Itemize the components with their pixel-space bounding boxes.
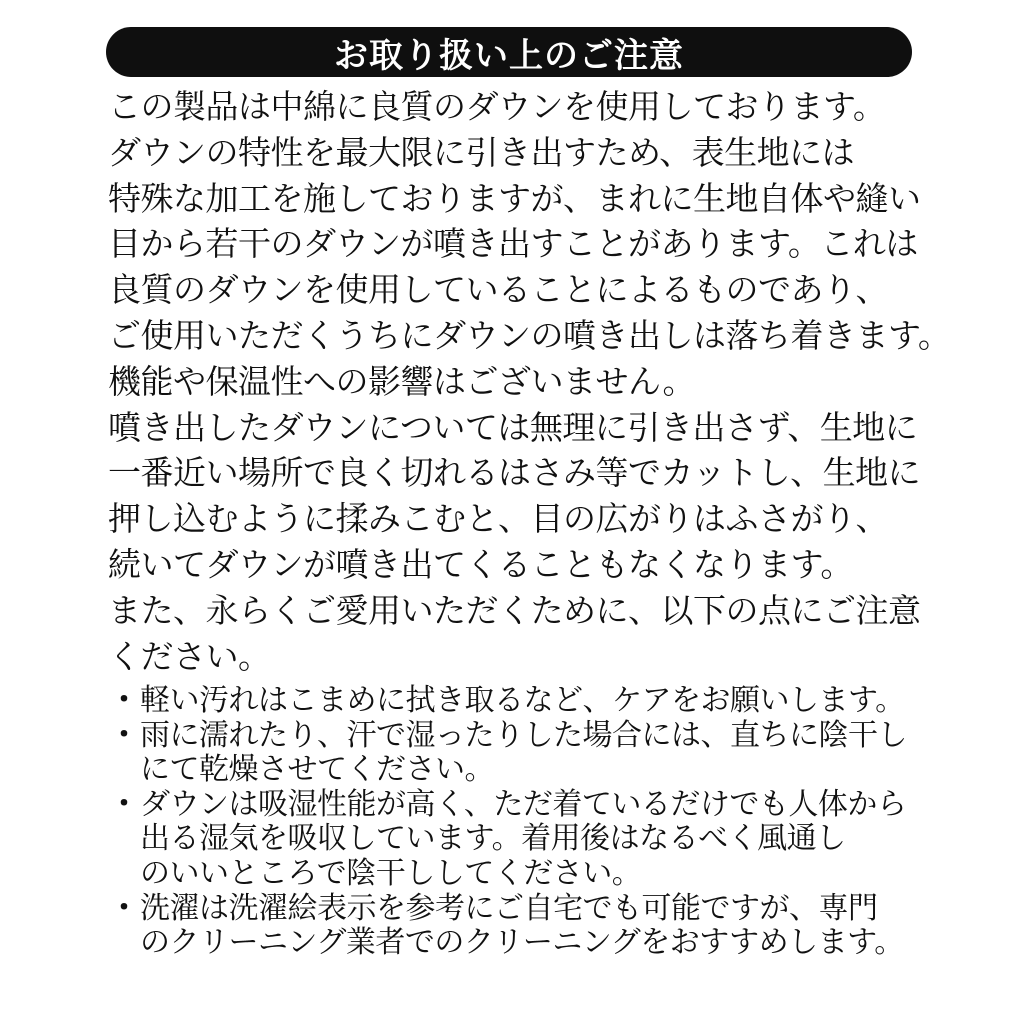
bullet-mark: ・ — [109, 683, 139, 718]
intro-line: 特殊な加工を施しておりますが、まれに生地自体や縫い — [108, 178, 921, 218]
note-line: ダウンは吸湿性能が高く、ただ着ているだけでも人体から — [140, 786, 907, 822]
note-line: 雨に濡れたり、汗で湿ったりした場合には、直ちに陰干し — [140, 717, 907, 753]
note-text — [140, 684, 938, 719]
intro-line: 押し込むように揉みこむと、目の広がりはふさがり、 — [108, 499, 888, 539]
bullet-mark: ・ — [109, 786, 139, 822]
page-title: お取り扱い上のご注意 — [334, 35, 684, 76]
intro-line: 目から若干のダウンが噴き出すことがあります。これは — [108, 224, 918, 264]
intro-line: 噴き出したダウンについては無理に引き出さず、生地に — [108, 407, 918, 447]
intro-line: ください。 — [108, 636, 271, 676]
title-banner — [106, 27, 912, 77]
intro-line: この製品は中綿に良質のダウンを使用しております。 — [108, 87, 886, 126]
note-text — [140, 788, 938, 892]
list-item — [108, 788, 938, 892]
list-item — [108, 684, 938, 719]
intro-line: 機能や保温性への影響はございません。 — [108, 361, 695, 401]
list-item — [108, 892, 938, 961]
note-line: にて乾燥させてください。 — [140, 752, 494, 788]
note-text — [140, 892, 938, 961]
note-text — [140, 719, 938, 788]
intro-paragraph — [108, 84, 951, 679]
bullet-mark: ・ — [109, 890, 139, 926]
intro-line: 続いてダウンが噴き出てくることもなくなります。 — [108, 544, 853, 584]
intro-line: ご使用いただくうちにダウンの噴き出しは落ち着きます。 — [108, 315, 951, 355]
bullet-mark: ・ — [109, 717, 139, 753]
note-line: 軽い汚れはこまめに拭き取るなど、ケアをお願いします。 — [140, 683, 905, 718]
intro-line: 一番近い場所で良く切れるはさみ等でカットし、生地に — [108, 453, 921, 493]
care-notes-list — [108, 684, 938, 961]
intro-line: ダウンの特性を最大限に引き出すため、表生地には — [108, 132, 855, 172]
note-line: 出る湿気を吸収しています。着用後はなるべく風通し — [140, 821, 846, 857]
note-line: のクリーニング業者でのクリーニングをおすすめします。 — [140, 925, 904, 961]
note-line: のいいところで陰干ししてください。 — [140, 855, 642, 891]
intro-line: 良質のダウンを使用していることによるものであり、 — [108, 270, 888, 310]
note-line: 洗濯は洗濯絵表示を参考にご自宅でも可能ですが、専門 — [140, 890, 878, 926]
list-item — [108, 719, 938, 788]
intro-line: また、永らくご愛用いただくために、以下の点にご注意 — [108, 590, 921, 630]
